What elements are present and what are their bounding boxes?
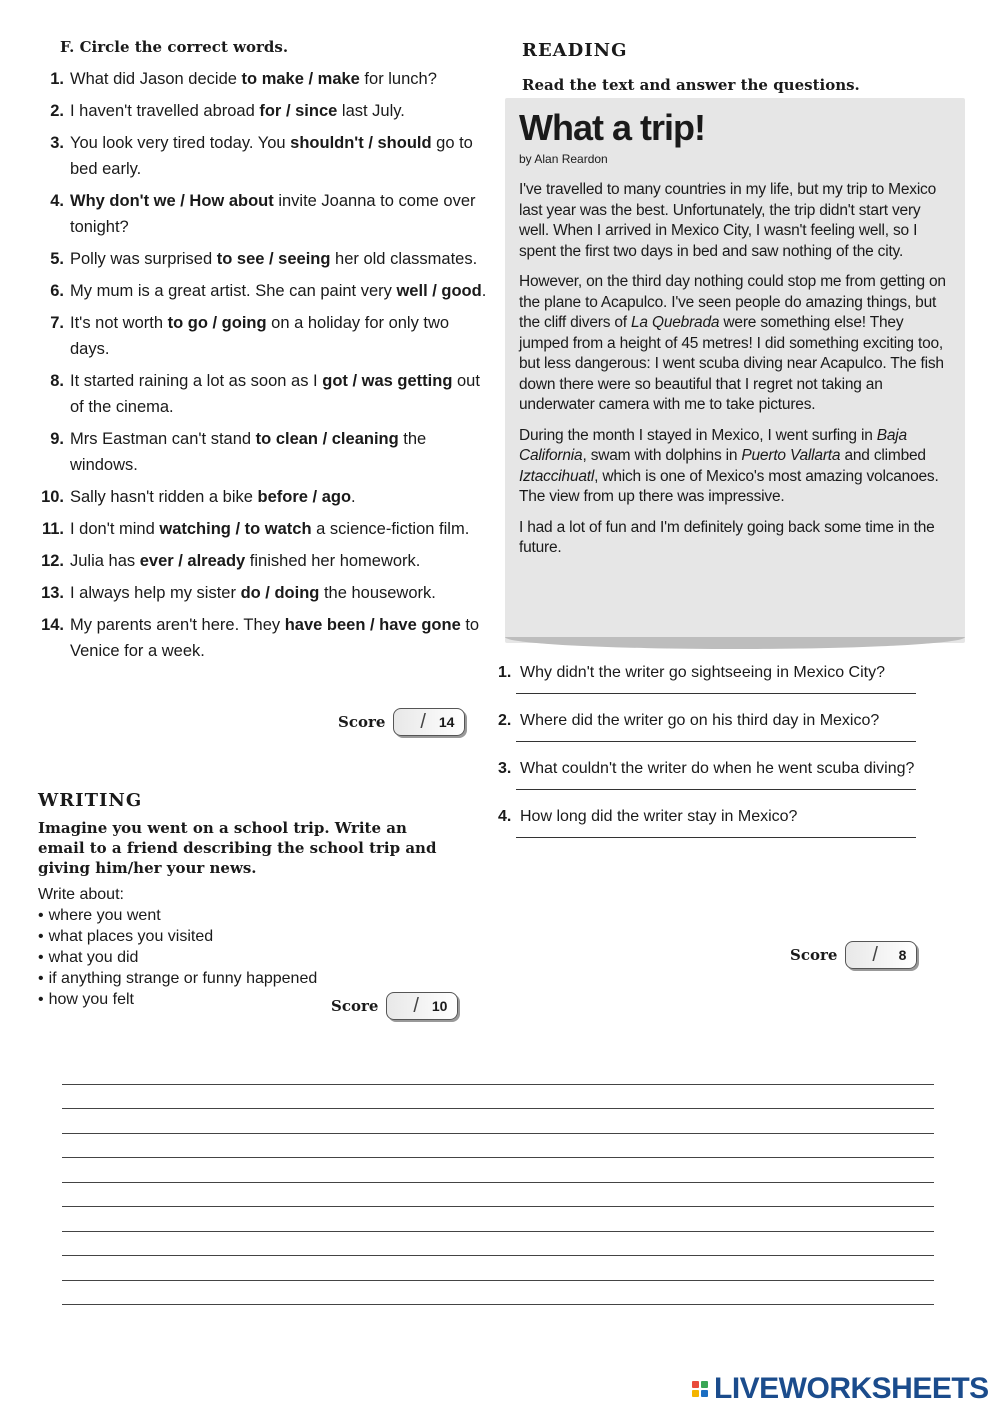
reading-question-2 bbox=[498, 708, 928, 733]
section-f-list bbox=[40, 66, 490, 670]
question-number: 2. bbox=[498, 712, 512, 729]
score-max: 8 bbox=[898, 947, 907, 963]
f-item-number: 2. bbox=[50, 102, 64, 120]
f-item-5[interactable] bbox=[40, 246, 490, 272]
writing-bullet: • what places you visited bbox=[38, 926, 317, 947]
f-item-text-after: finished her homework. bbox=[245, 552, 421, 570]
writing-line[interactable] bbox=[62, 1158, 934, 1183]
f-item-choices[interactable]: to make / make bbox=[241, 70, 360, 88]
score-max: 14 bbox=[438, 714, 455, 730]
writing-area[interactable] bbox=[62, 1060, 934, 1305]
writing-line[interactable] bbox=[62, 1207, 934, 1232]
score-box[interactable] bbox=[393, 708, 465, 736]
f-item-number: 13. bbox=[41, 584, 64, 602]
f-item-text-before: Polly was surprised bbox=[70, 250, 217, 268]
score-box[interactable] bbox=[386, 992, 458, 1020]
answer-line-4[interactable] bbox=[516, 837, 916, 838]
question-text: Where did the writer go on his third day in Mexico? bbox=[520, 712, 880, 729]
writing-heading: WRITING bbox=[38, 790, 143, 811]
writing-line[interactable] bbox=[62, 1134, 934, 1159]
f-item-9[interactable] bbox=[40, 426, 490, 478]
f-item-number: 1. bbox=[50, 70, 64, 88]
logo-square bbox=[701, 1390, 708, 1397]
f-item-3[interactable] bbox=[40, 130, 490, 182]
write-about-label: Write about: bbox=[38, 886, 124, 903]
writing-bullet: • if anything strange or funny happened bbox=[38, 968, 317, 989]
logo-square bbox=[701, 1381, 708, 1388]
f-item-text-after: a science-fiction film. bbox=[311, 520, 470, 538]
score-label: Score bbox=[790, 946, 838, 964]
f-item-choices[interactable]: do / doing bbox=[240, 584, 320, 602]
article-paragraph-1: I've travelled to many countries in my life, but my trip to Mexico last year was the best. Unfortunately, the trip didn't start very well. When I arrived in Mexico City, I wasn't feeling well, so I spent the first two days in bed and saw nothing of the city. bbox=[519, 181, 937, 260]
writing-line[interactable] bbox=[62, 1232, 934, 1257]
f-item-text-before: You look very tired today. You bbox=[70, 134, 291, 152]
place-name: Puerto Vallarta bbox=[741, 447, 841, 464]
f-item-number: 5. bbox=[50, 250, 64, 268]
reading-question-3 bbox=[498, 756, 928, 781]
f-item-choices[interactable]: shouldn't / should bbox=[290, 134, 432, 152]
answer-line-2[interactable] bbox=[516, 741, 916, 742]
f-item-number: 7. bbox=[50, 314, 64, 332]
f-item-number: 14. bbox=[41, 616, 64, 634]
f-item-number: 11. bbox=[41, 520, 64, 538]
score-slash: / bbox=[413, 995, 419, 1017]
article-title: What a trip! bbox=[519, 107, 705, 148]
f-item-choices[interactable]: well / good bbox=[396, 282, 482, 300]
writing-bullet: • what you did bbox=[38, 947, 317, 968]
question-number: 3. bbox=[498, 760, 512, 777]
f-item-number: 10. bbox=[41, 488, 64, 506]
answer-line-3[interactable] bbox=[516, 789, 916, 790]
f-item-text-before: I haven't travelled abroad bbox=[70, 102, 260, 120]
f-item-text-before: Mrs Eastman can't stand bbox=[70, 430, 256, 448]
liveworksheets-brand bbox=[692, 1372, 989, 1406]
f-item-text-after: to Venice for a week. bbox=[70, 616, 480, 660]
f-item-text-after: out of the cinema. bbox=[70, 372, 480, 416]
writing-line[interactable] bbox=[62, 1281, 934, 1306]
f-item-text-after: last July. bbox=[337, 102, 405, 120]
f-item-4[interactable] bbox=[40, 188, 490, 240]
score-slash: / bbox=[420, 711, 426, 733]
f-item-6[interactable] bbox=[40, 278, 490, 304]
f-item-text-after: her old classmates. bbox=[330, 250, 478, 268]
f-item-text-after: . bbox=[481, 282, 487, 300]
f-item-text-before: My parents aren't here. They bbox=[70, 616, 285, 634]
section-f-score bbox=[338, 708, 465, 736]
f-item-8[interactable] bbox=[40, 368, 490, 420]
f-item-text-after: . bbox=[351, 488, 356, 506]
f-item-10[interactable] bbox=[40, 484, 490, 510]
f-item-text-before: My mum is a great artist. She can paint very bbox=[70, 282, 397, 300]
place-name: Iztaccihuatl bbox=[519, 467, 595, 485]
logo-square bbox=[692, 1390, 699, 1397]
brand-logo-icon bbox=[692, 1381, 708, 1397]
score-label: Score bbox=[331, 997, 379, 1015]
paragraph-text: , which is one of Mexico's most amazing volcanoes. The view from up there was impressive. bbox=[519, 467, 939, 505]
f-item-text-after: on a holiday for only two days. bbox=[70, 314, 450, 358]
writing-line[interactable] bbox=[62, 1256, 934, 1281]
f-item-choices[interactable]: ever / already bbox=[139, 552, 246, 570]
f-item-text-before: It started raining a lot as soon as I bbox=[70, 372, 323, 390]
f-item-choices[interactable]: before / ago bbox=[257, 488, 352, 506]
f-item-choices[interactable]: for / since bbox=[259, 102, 338, 120]
question-number: 1. bbox=[498, 664, 512, 681]
answer-line-1[interactable] bbox=[516, 693, 916, 694]
f-item-13[interactable] bbox=[40, 580, 490, 606]
f-item-choices[interactable]: to see / seeing bbox=[216, 250, 331, 268]
reading-questions bbox=[498, 660, 928, 852]
place-name: La Quebrada bbox=[631, 314, 720, 331]
brand-text: LIVEWORKSHEETS bbox=[714, 1372, 989, 1405]
writing-bullet: • how you felt bbox=[38, 989, 317, 1010]
f-item-2[interactable] bbox=[40, 98, 490, 124]
paragraph-text: However, on the third day nothing could stop me from getting on the plane to Acapulco. I've seen people do amazing things, but the cliff divers of bbox=[519, 273, 946, 331]
f-item-text-before: It's not worth bbox=[70, 314, 168, 332]
writing-bullet: • where you went bbox=[38, 905, 317, 926]
f-item-text-before: I always help my sister bbox=[70, 584, 241, 602]
reading-text-box bbox=[505, 98, 965, 643]
paragraph-text: and climbed bbox=[840, 447, 926, 464]
article-paragraph-3 bbox=[519, 426, 947, 508]
f-item-text-before: What did Jason decide bbox=[70, 70, 242, 88]
reading-heading: READING bbox=[522, 40, 628, 61]
f-item-12[interactable] bbox=[40, 548, 490, 574]
f-item-text-before: I don't mind bbox=[70, 520, 160, 538]
question-text: What couldn't the writer do when he went scuba diving? bbox=[520, 760, 915, 777]
writing-bullets bbox=[38, 905, 317, 1010]
f-item-1[interactable] bbox=[40, 66, 490, 92]
f-item-text-after: the windows. bbox=[70, 430, 427, 474]
f-item-number: 9. bbox=[50, 430, 64, 448]
f-item-text-before: Julia has bbox=[70, 552, 140, 570]
f-item-choices[interactable]: have been / have gone bbox=[284, 616, 461, 634]
f-item-choices[interactable]: to clean / cleaning bbox=[255, 430, 399, 448]
f-item-text-after: the housework. bbox=[319, 584, 436, 602]
article-paragraph-2 bbox=[519, 272, 947, 416]
writing-line[interactable] bbox=[62, 1183, 934, 1208]
f-item-choices[interactable]: to go / going bbox=[167, 314, 267, 332]
f-item-number: 3. bbox=[50, 134, 64, 152]
writing-instruction: Imagine you went on a school trip. Write an email to a friend describing the school trip and giving him/her your news. bbox=[38, 819, 437, 877]
f-item-14[interactable] bbox=[40, 612, 490, 664]
f-item-7[interactable] bbox=[40, 310, 490, 362]
question-text: Why didn't the writer go sightseeing in Mexico City? bbox=[520, 664, 885, 681]
score-slash: / bbox=[872, 944, 878, 966]
article-author: by Alan Reardon bbox=[519, 152, 608, 166]
writing-score bbox=[331, 992, 458, 1020]
paragraph-text: , swam with dolphins in bbox=[582, 447, 742, 464]
question-number: 4. bbox=[498, 808, 512, 825]
writing-line[interactable] bbox=[62, 1060, 934, 1085]
place-name: Baja California bbox=[519, 426, 907, 464]
score-max: 10 bbox=[431, 998, 448, 1014]
paragraph-text: were something else! They jumped from a height of 45 metres! I did something exciting too, but less dangerous: I went scuba diving near Acapulco. The fish down there were so beautiful that I regret not taking an underwater camera with me to take pictures. bbox=[519, 314, 944, 413]
paragraph-text: During the month I stayed in Mexico, I went surfing in bbox=[519, 426, 877, 444]
f-item-number: 12. bbox=[41, 552, 64, 570]
reading-question-4 bbox=[498, 804, 928, 829]
logo-square bbox=[692, 1381, 699, 1388]
reading-question-1 bbox=[498, 660, 928, 685]
f-item-number: 8. bbox=[50, 372, 64, 390]
f-item-number: 6. bbox=[50, 282, 64, 300]
section-f-heading: F. Circle the correct words. bbox=[60, 38, 289, 56]
f-item-text-after: invite Joanna to come over tonight? bbox=[70, 192, 476, 236]
f-item-choices[interactable]: got / was getting bbox=[322, 372, 453, 390]
writing-line[interactable] bbox=[62, 1085, 934, 1110]
f-item-choices[interactable]: Why don't we / How about bbox=[70, 192, 274, 210]
f-item-text-after: go to bed early. bbox=[70, 134, 473, 178]
reading-score bbox=[790, 941, 917, 969]
score-label: Score bbox=[338, 713, 386, 731]
article-paragraph-4: I had a lot of fun and I'm definitely going back some time in the future. bbox=[519, 518, 935, 556]
score-box[interactable] bbox=[845, 941, 917, 969]
f-item-choices[interactable]: watching / to watch bbox=[159, 520, 312, 538]
f-item-text-before: Sally hasn't ridden a bike bbox=[70, 488, 258, 506]
f-item-number: 4. bbox=[50, 192, 64, 210]
question-text: How long did the writer stay in Mexico? bbox=[520, 808, 798, 825]
writing-line[interactable] bbox=[62, 1109, 934, 1134]
f-item-text-after: for lunch? bbox=[359, 70, 437, 88]
f-item-11[interactable] bbox=[40, 516, 490, 542]
reading-instruction: Read the text and answer the questions. bbox=[522, 76, 860, 94]
